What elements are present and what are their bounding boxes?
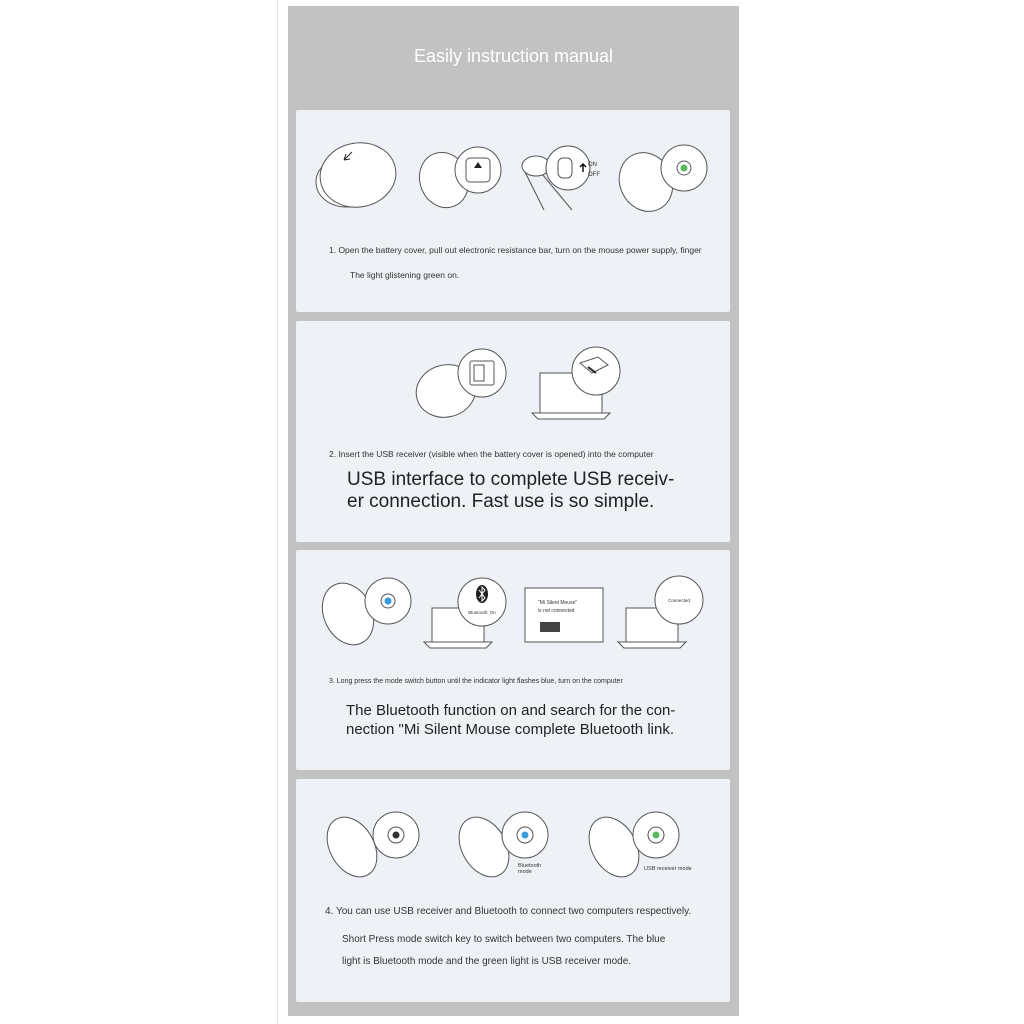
device-list-illustration bbox=[525, 588, 603, 642]
step3-illustrations bbox=[296, 550, 730, 660]
step1-illustrations bbox=[296, 110, 730, 230]
svg-text:is not connected: is not connected bbox=[538, 608, 575, 614]
battery-cover-illustration bbox=[315, 137, 401, 213]
step1-text-line1: 1. Open the battery cover, pull out electronic resistance bar, turn on the mouse power supply, finger bbox=[329, 245, 702, 255]
step2-highlight-line2: er connection. Fast use is so simple. bbox=[347, 491, 655, 512]
svg-text:ON: ON bbox=[588, 162, 597, 168]
step2-highlight-line1: USB interface to complete USB receiv- bbox=[347, 469, 675, 490]
step2-text-line1: 2. Insert the USB receiver (visible when the battery cover is opened) into the computer bbox=[329, 449, 654, 459]
step4-illustrations bbox=[296, 779, 730, 889]
svg-text:Connected: Connected bbox=[668, 598, 690, 603]
power-switch-illustration bbox=[522, 146, 600, 210]
step3-panel bbox=[296, 550, 730, 770]
step4-panel bbox=[296, 779, 730, 1002]
usb-receiver-illustration bbox=[410, 349, 506, 424]
usb-mode-illustration bbox=[579, 808, 692, 885]
bluetooth-mode-illustration bbox=[449, 808, 548, 885]
svg-text:Bluetooth: On: Bluetooth: On bbox=[468, 610, 496, 615]
page-edge-line bbox=[277, 0, 278, 1024]
step3-highlight-line2: nection "Mi Silent Mouse complete Bluetooth link. bbox=[346, 721, 674, 738]
step2-illustrations bbox=[296, 321, 730, 431]
manual-title: Easily instruction manual bbox=[413, 46, 614, 66]
svg-text:OFF: OFF bbox=[588, 172, 600, 178]
svg-text:Bluetooth: Bluetooth bbox=[518, 863, 542, 869]
step4-text-line1: 4. You can use USB receiver and Bluetooth to connect two computers respectively. bbox=[325, 906, 692, 917]
step1-panel bbox=[296, 110, 730, 312]
step1-text-line2: The light glistening green on. bbox=[350, 270, 460, 280]
laptop-connected-illustration bbox=[618, 576, 703, 648]
step4-text-line3: light is Bluetooth mode and the green light is USB receiver mode. bbox=[342, 956, 632, 967]
mode-switch-off-illustration bbox=[317, 808, 419, 885]
step3-highlight-line1: The Bluetooth function on and search for the con- bbox=[346, 702, 676, 719]
svg-text:USB receiver mode: USB receiver mode bbox=[644, 866, 692, 872]
laptop-usb-illustration bbox=[532, 347, 620, 419]
svg-text:mode: mode bbox=[518, 869, 532, 875]
blue-flash-illustration bbox=[313, 575, 411, 653]
step2-panel bbox=[296, 321, 730, 542]
laptop-bluetooth-illustration bbox=[424, 578, 506, 648]
resistance-bar-illustration bbox=[412, 145, 501, 214]
svg-text:"Mi Silent Mouse": "Mi Silent Mouse" bbox=[538, 600, 578, 606]
manual-sheet bbox=[288, 6, 739, 1016]
step3-text-line1: 3. Long press the mode switch button until the indicator light flashes blue, turn on the computer bbox=[329, 678, 623, 685]
green-light-illustration bbox=[610, 144, 707, 220]
step4-text-line2: Short Press mode switch key to switch between two computers. The blue bbox=[342, 934, 666, 945]
